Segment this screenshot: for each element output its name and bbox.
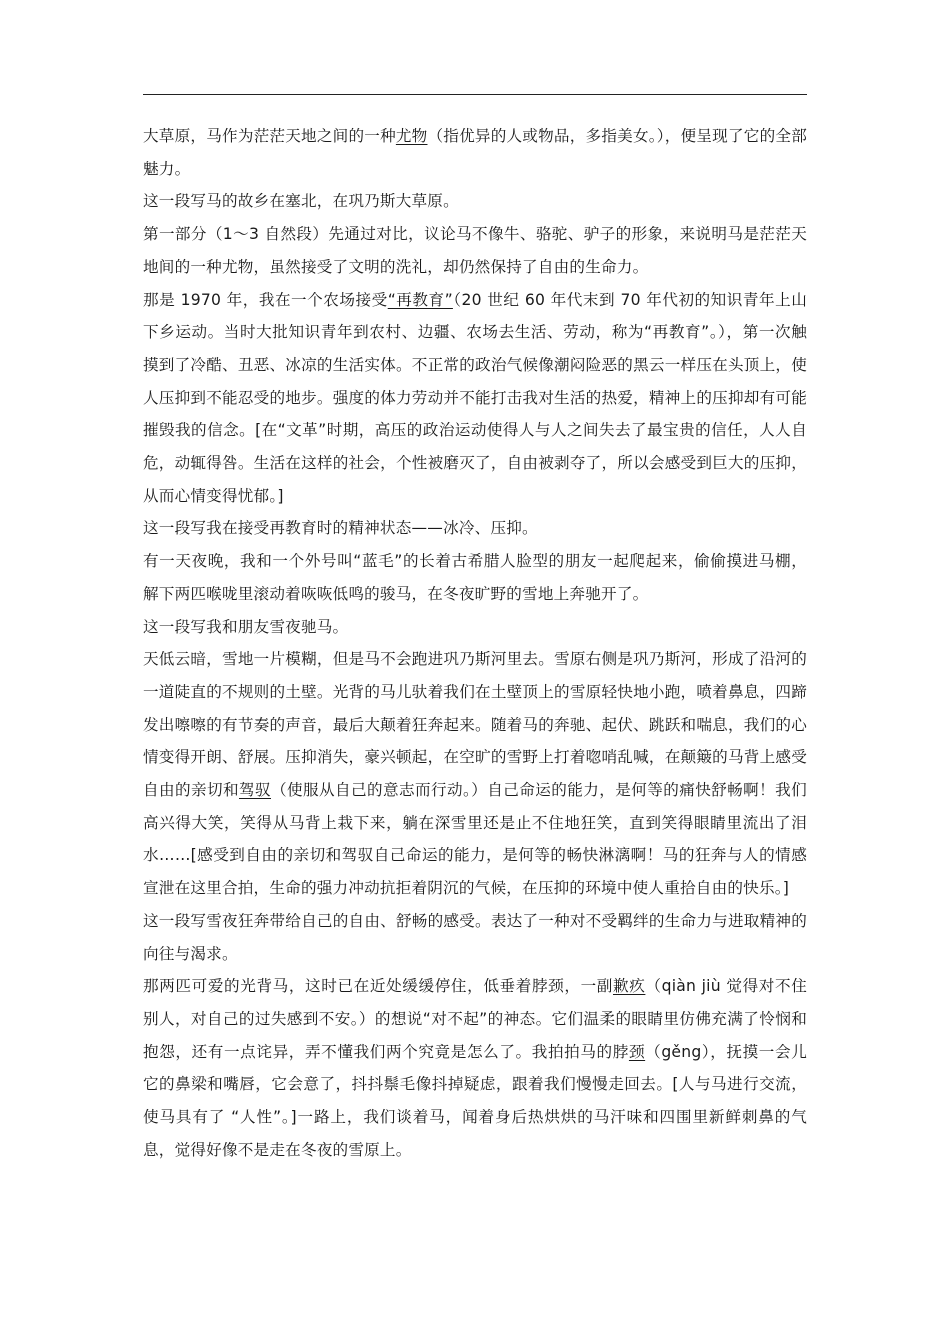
underlined-term: 歉疚 — [612, 977, 646, 996]
paragraph-4 — [143, 284, 807, 513]
paragraph-7: 这一段写我和朋友雪夜驰马。 — [143, 617, 349, 636]
text-segment: （20 世纪 60 年代末到 70 年代初的知识青年上山下乡运动。当时大批知识青年到农村、边疆、农场去生活、劳动，称为“再教育”。），第一次触摸到了冷酷、丑恶、冰凉的生活实体。不正常的政治气候像潮闷险恶的黑云一样压在头顶上，使人压抑到不能忍受的地步。强度的体力劳动并不能打击我对生活的热爱，精神上的压抑却有可能摧毁我的信念。[在“文革”时期，高压的政治运动使得人与人之间失去了最宝贵的信任，人人自危，动辄得咎。生活在这样的社会，个性被磨灭了，自由被剥夺了，所以会感受到巨大的压抑，从而心情变得忧郁。] — [143, 290, 807, 505]
text-segment: 大草原，马作为茫茫天地之间的一种 — [143, 127, 396, 145]
text-segment: 天低云暗，雪地一片模糊，但是马不会跑进巩乃斯河里去。雪原右侧是巩乃斯河，形成了沿河的一道陡直的不规则的土壁。光背的马儿驮着我们在土壁顶上的雪原轻快地小跑，喷着鼻息，四蹄发出嚓嚓的有节奏的声音，最后大颠着狂奔起来。随着马的奔驰、起伏、跳跃和喘息，我们的心情变得开朗、舒展。压抑消失，豪兴顿起，在空旷的雪野上打着唿哨乱喊，在颠簸的马背上感受自由的亲切和 — [143, 650, 807, 800]
paragraph-8 — [143, 643, 807, 905]
text-segment: （gěng），抚摸一会儿它的鼻梁和嘴唇，它会意了，抖抖鬃毛像抖掉疑虑，跟着我们慢慢走回去。[人与马进行交流，使马具有了 “人性”。]一路上，我们谈着马，闻着身后热烘烘的马汗味和四围里新鲜刺鼻的气息，觉得好像不是走在冬夜的雪原上。 — [143, 1042, 807, 1159]
header-rule — [143, 94, 807, 95]
paragraph-3: 第一部分（1～3 自然段）先通过对比，议论马不像牛、骆驼、驴子的形象，来说明马是茫茫天地间的一种尤物，虽然接受了文明的洗礼，却仍然保持了自由的生命力。 — [143, 225, 807, 276]
paragraph-9: 这一段写雪夜狂奔带给自己的自由、舒畅的感受。表达了一种对不受羁绊的生命力与进取精神的向往与渴求。 — [143, 911, 807, 963]
text-segment: （指优异的人或物品，多指美女。），便呈现了它的全部魅力。 — [143, 127, 807, 178]
underlined-term: 驾驭 — [239, 781, 271, 800]
underlined-term: 颈 — [628, 1042, 646, 1061]
paragraph-6: 有一天夜晚，我和一个外号叫“蓝毛”的长着古希腊人脸型的朋友一起爬起来，偷偷摸进马棚，解下两匹喉咙里滚动着咴咴低鸣的骏马，在冬夜旷野的雪地上奔驰开了。 — [143, 552, 807, 603]
underlined-term: “再教育” — [387, 290, 453, 309]
text-segment: 那是 1970 年，我在一个农场接受 — [143, 290, 388, 309]
text-segment: （使服从自己的意志而行动。）自己命运的能力，是何等的痛快舒畅啊！我们高兴得大笑，笑得从马背上栽下来，躺在深雪里还是止不住地狂笑，直到笑得眼睛里流出了泪水……[感受到自由的亲切和驾驭自己命运的能力，是何等的畅快淋漓啊！马的狂奔与人的情感宣泄在这里合拍，生命的强力冲动抗拒着阴沉的气候，在压抑的环境中使人重拾自由的快乐。] — [143, 781, 807, 898]
paragraph-1 — [143, 120, 807, 185]
paragraph-10 — [143, 970, 807, 1166]
text-segment: 那两匹可爱的光背马，这时已在近处缓缓停住，低垂着脖颈，一副 — [143, 977, 613, 996]
text-segment: （qiàn jiù 觉得对不住别人，对自己的过失感到不安。）的想说“对不起”的神态。它们温柔的眼睛里仿佛充满了怜悯和抱怨，还有一点诧异，弄不懂我们两个究竟是怎么了。我拍拍马的脖 — [143, 977, 807, 1061]
underlined-term: 尤物 — [395, 127, 428, 145]
paragraph-2: 这一段写马的故乡在塞北，在巩乃斯大草原。 — [143, 192, 459, 211]
document-body — [143, 120, 807, 1167]
paragraph-5: 这一段写我在接受再教育时的精神状态——冰冷、压抑。 — [143, 519, 538, 538]
